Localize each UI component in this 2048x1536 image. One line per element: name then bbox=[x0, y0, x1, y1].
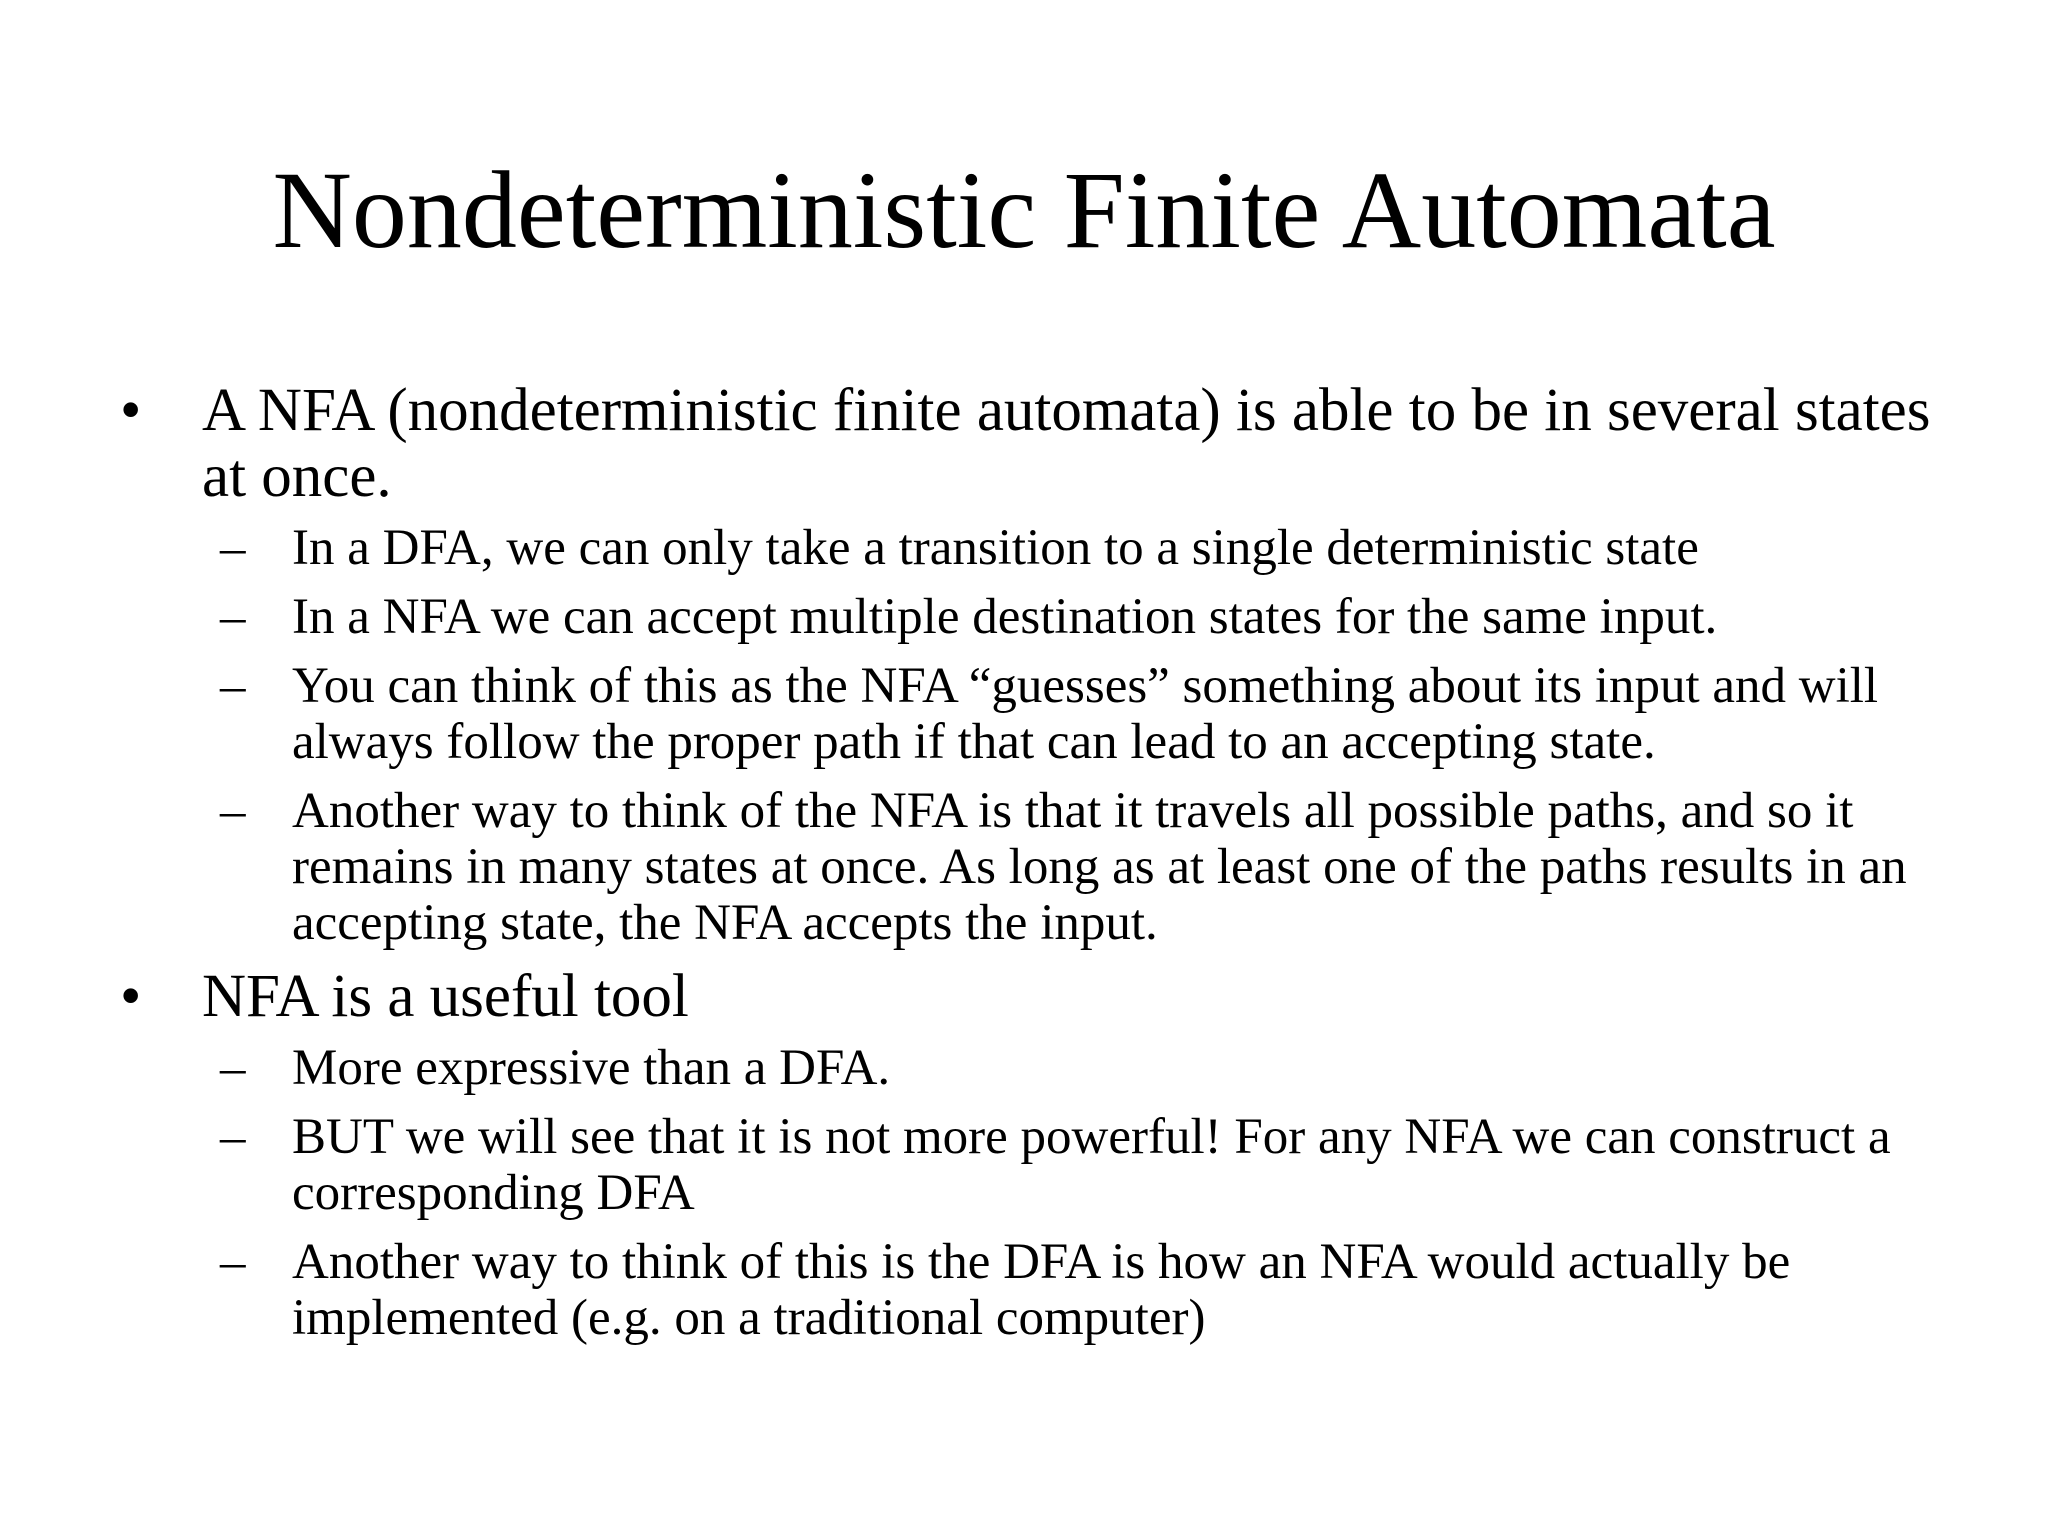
bullet-icon: • bbox=[120, 377, 142, 444]
dash-icon: – bbox=[220, 658, 246, 714]
bullet-item-2 bbox=[120, 964, 1950, 1030]
slide-title: Nondeterministic Finite Automata bbox=[272, 149, 1776, 271]
sub-item-text: In a NFA we can accept multiple destination states for the same input. bbox=[292, 589, 1718, 645]
dash-icon: – bbox=[220, 520, 246, 576]
dash-icon: – bbox=[220, 589, 246, 645]
bullet-icon: • bbox=[120, 963, 142, 1030]
dash-icon: – bbox=[220, 783, 246, 839]
sub-item-text: BUT we will see that it is not more powerful! For any NFA we can construct a corresponding DFA bbox=[292, 1109, 1891, 1221]
bullet-text: NFA is a useful tool bbox=[202, 963, 689, 1030]
dash-icon: – bbox=[220, 1109, 246, 1165]
sub-item bbox=[120, 520, 1950, 576]
slide-content bbox=[120, 378, 1950, 1359]
sub-item-text: You can think of this as the NFA “guesses” something about its input and will always follow the proper path if that can lead to an accepting state. bbox=[292, 658, 1879, 770]
sub-item bbox=[120, 1109, 1950, 1221]
sub-item-text: More expressive than a DFA. bbox=[292, 1040, 891, 1096]
sub-list-2 bbox=[120, 1040, 1950, 1346]
sub-item bbox=[120, 783, 1950, 951]
dash-icon: – bbox=[220, 1234, 246, 1290]
sub-item bbox=[120, 658, 1950, 770]
dash-icon: – bbox=[220, 1040, 246, 1096]
sub-item bbox=[120, 1040, 1950, 1096]
bullet-item-1 bbox=[120, 378, 1950, 510]
sub-item-text: Another way to think of this is the DFA is how an NFA would actually be implemented (e.g. on a traditional computer) bbox=[292, 1234, 1791, 1346]
sub-list-1 bbox=[120, 520, 1950, 951]
sub-item-text: In a DFA, we can only take a transition to a single deterministic state bbox=[292, 520, 1699, 576]
sub-item-text: Another way to think of the NFA is that it travels all possible paths, and so it remains in many states at once. As long as at least one of the paths results in an accepting state, the NFA accepts the input. bbox=[292, 783, 1907, 951]
bullet-text: A NFA (nondeterministic finite automata) is able to be in several states at once. bbox=[202, 377, 1931, 510]
sub-item bbox=[120, 589, 1950, 645]
sub-item bbox=[120, 1234, 1950, 1346]
